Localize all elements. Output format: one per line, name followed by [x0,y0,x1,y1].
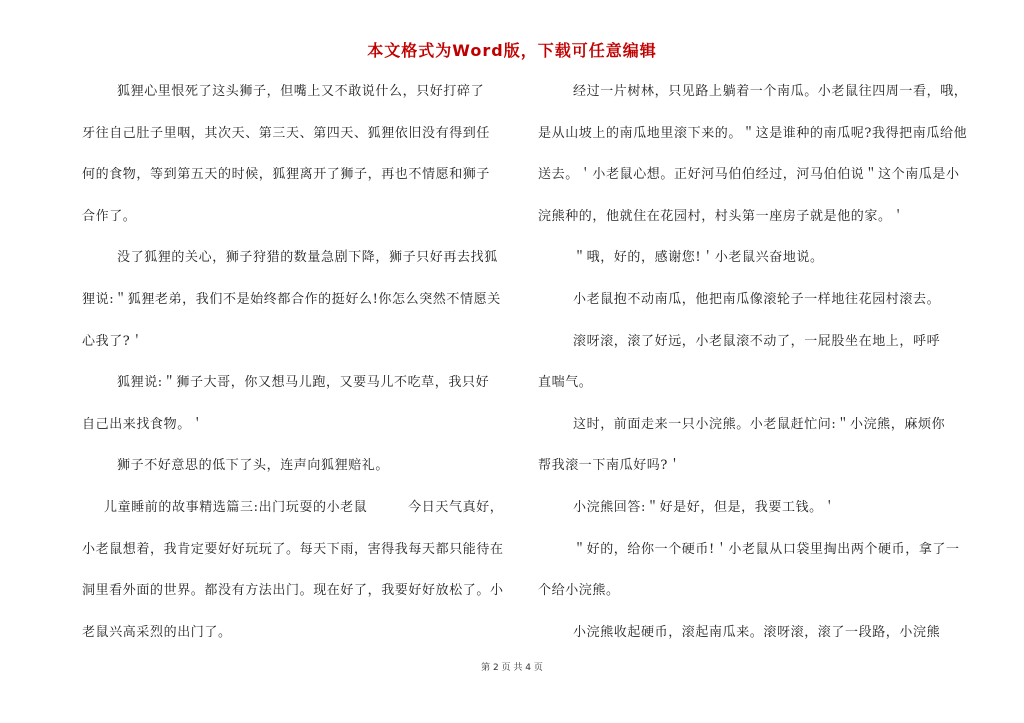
left-text-column [82,78,502,660]
text-line: 直喘气。 [538,375,593,391]
document-banner: 本文格式为Word版，下载可任意编辑 [367,41,657,60]
text-line: 儿童睡前的故事精选篇三:出门玩耍的小老鼠 今日天气真好， [104,499,504,515]
text-line: 是从山坡上的南瓜地里滚下来的。＂这是谁种的南瓜呢?我得把南瓜给他 [538,125,968,141]
text-line: ＂哦，好的，感谢您!＇小老鼠兴奋地说。 [573,250,824,266]
text-line: 老鼠兴高采烈的出门了。 [82,624,232,640]
text-line: 小老鼠抱不动南瓜，他把南瓜像滚轮子一样地往花园村滚去。 [573,291,941,307]
text-line: 牙往自己肚子里咽，其次天、第三天、第四天、狐狸依旧没有得到任 [82,125,491,141]
text-line: 个给小浣熊。 [538,583,620,599]
text-line: 狐狸说:＂狮子大哥，你又想马儿跑，又要马儿不吃草，我只好 [117,375,490,391]
text-line: 狐狸心里恨死了这头狮子，但嘴上又不敢说什么，只好打碎了 [117,84,485,99]
right-text-column [538,78,968,660]
text-line: 浣熊种的，他就住在花园村，村头第一座房子就是他的家。＇ [538,208,906,224]
text-line: 狸说:＂狐狸老弟，我们不是始终都合作的挺好么!你怎么突然不情愿关 [82,291,501,307]
text-line: 心我了?＇ [82,333,144,349]
text-line: 何的食物，等到第五天的时候，狐狸离开了狮子，再也不情愿和狮子 [82,167,491,183]
text-line: 滚呀滚，滚了好远，小老鼠滚不动了，一屁股坐在地上，呼呼 [573,333,941,349]
text-line: 小老鼠想着，我肯定要好好玩玩了。每天下雨，害得我每天都只能待在 [82,541,504,557]
text-line: ＂好的，给你一个硬币!＇小老鼠从口袋里掏出两个硬币，拿了一 [573,541,960,557]
text-line: 这时，前面走来一只小浣熊。小老鼠赶忙问:＂小浣熊，麻烦你 [573,416,946,432]
text-line: 合作了。 [82,208,137,224]
page-number-footer: 第 2 页 共 4 页 [481,663,543,673]
text-line: 送去。＇小老鼠心想。正好河马伯伯经过，河马伯伯说＂这个南瓜是小 [538,167,960,183]
text-line: 经过一片树林，只见路上躺着一个南瓜。小老鼠往四周一看，哦， [573,84,968,99]
text-line: 没了狐狸的关心，狮子狩猎的数量急剧下降，狮子只好再去找狐 [117,250,498,266]
text-line: 自己出来找食物。＇ [82,416,205,432]
text-line: 狮子不好意思的低下了头，连声向狐狸赔礼。 [117,458,390,474]
text-line: 小浣熊回答:＂好是好，但是，我要工钱。＇ [573,499,837,515]
text-line: 帮我滚一下南瓜好吗?＇ [538,458,682,474]
text-line: 小浣熊收起硬币，滚起南瓜来。滚呀滚，滚了一段路，小浣熊 [573,624,941,640]
text-line: 洞里看外面的世界。都没有方法出门。现在好了，我要好好放松了。小 [82,583,504,599]
